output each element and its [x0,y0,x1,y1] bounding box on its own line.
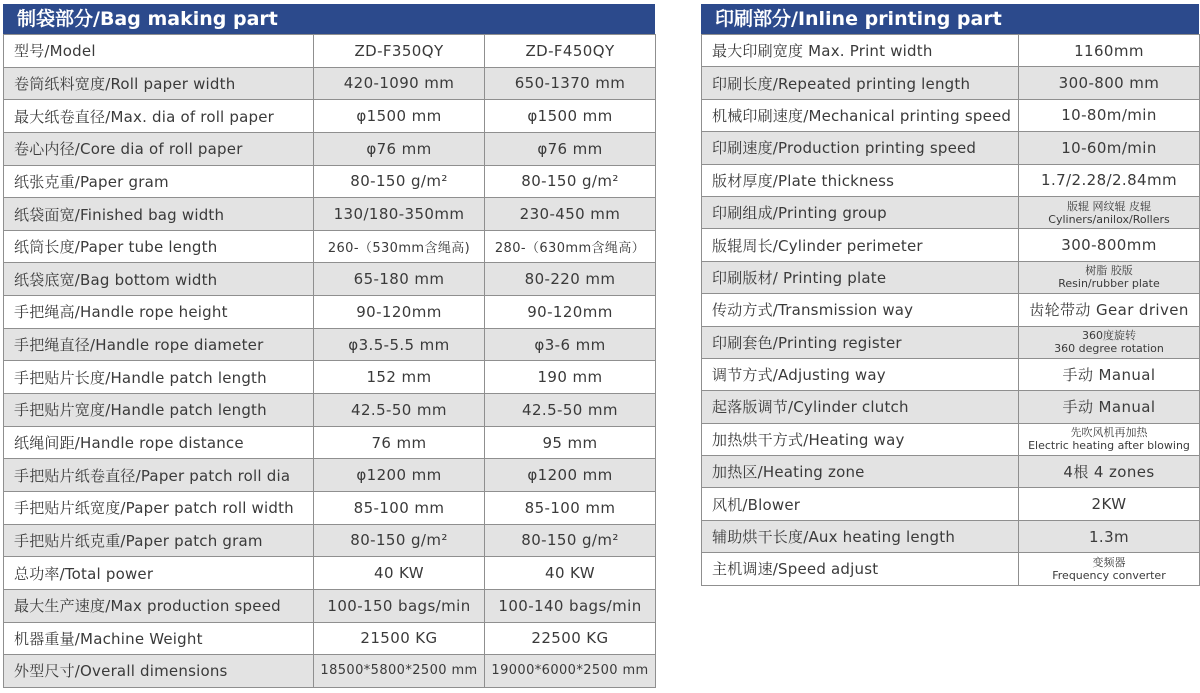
spec-label: 纸袋面宽/Finished bag width [4,198,314,231]
table-row [702,456,1200,488]
table-row [4,491,656,524]
inline-printing-panel [701,4,1199,586]
table-row [702,294,1200,326]
spec-value-f450: 95 mm [485,426,656,459]
spec-label: 最大生产速度/Max production speed [4,589,314,622]
spec-value-line-cn: 先吹风机再加热 [1070,426,1148,440]
spec-label: 调节方式/Adjusting way [702,358,1019,390]
spec-value-f350: 420-1090 mm [314,67,485,100]
spec-value-f350: ZD-F350QY [314,35,485,68]
spec-value-line-en: 360 degree rotation [1054,342,1164,356]
table-row [4,394,656,427]
spec-value: 4根 4 zones [1019,456,1200,488]
spec-label: 手把贴片纸卷直径/Paper patch roll dia [4,459,314,492]
table-row [4,198,656,231]
spec-label: 手把贴片长度/Handle patch length [4,361,314,394]
spec-value-f350: 85-100 mm [314,491,485,524]
table-row [702,326,1200,358]
table-row [702,391,1200,423]
bag-making-table [3,34,656,688]
table-row [4,361,656,394]
spec-value: 300-800 mm [1019,67,1200,99]
spec-label: 印刷长度/Repeated printing length [702,67,1019,99]
inline-printing-header: 印刷部分/Inline printing part [701,4,1199,34]
spec-value-f350: φ76 mm [314,132,485,165]
spec-label: 型号/Model [4,35,314,68]
spec-value [1019,553,1200,585]
spec-label: 纸袋底宽/Bag bottom width [4,263,314,296]
table-row [4,459,656,492]
table-row [4,67,656,100]
spec-label: 印刷版材/ Printing plate [702,261,1019,293]
table-row [702,520,1200,552]
spec-value-f450: 42.5-50 mm [485,394,656,427]
spec-label: 卷心内径/Core dia of roll paper [4,132,314,165]
table-row [4,263,656,296]
spec-label: 加热烘干方式/Heating way [702,423,1019,455]
spec-value-f450: 22500 KG [485,622,656,655]
table-row [4,655,656,688]
spec-value: 手动 Manual [1019,358,1200,390]
table-row [702,164,1200,196]
spec-label: 传动方式/Transmission way [702,294,1019,326]
spec-value: 10-60m/min [1019,132,1200,164]
spec-label: 纸张克重/Paper gram [4,165,314,198]
table-row [702,67,1200,99]
spec-value-f450: 230-450 mm [485,198,656,231]
spec-value-line-cn: 树脂 胶版 [1085,264,1133,278]
table-row [702,132,1200,164]
spec-label: 版辊周长/Cylinder perimeter [702,229,1019,261]
spec-label: 印刷套色/Printing register [702,326,1019,358]
table-row [4,622,656,655]
table-row [4,524,656,557]
spec-label: 手把贴片纸宽度/Paper patch roll width [4,491,314,524]
spec-value-f450: 40 KW [485,557,656,590]
spec-value-f350: φ1500 mm [314,100,485,133]
spec-value-f350: 40 KW [314,557,485,590]
bag-making-header: 制袋部分/Bag making part [3,4,655,34]
spec-value-f350: 100-150 bags/min [314,589,485,622]
table-row [4,132,656,165]
spec-label: 手把绳高/Handle rope height [4,296,314,329]
table-row [4,557,656,590]
spec-value: 1.3m [1019,520,1200,552]
spec-label: 辅助烘干长度/Aux heating length [702,520,1019,552]
spec-value-f450: 100-140 bags/min [485,589,656,622]
table-row [702,35,1200,67]
spec-value-f450: φ3-6 mm [485,328,656,361]
spec-value-f350: 80-150 g/m² [314,524,485,557]
bag-making-panel [3,4,655,688]
spec-value [1019,261,1200,293]
spec-value: 300-800mm [1019,229,1200,261]
spec-value-f350: φ3.5-5.5 mm [314,328,485,361]
spec-value: 齿轮带动 Gear driven [1019,294,1200,326]
table-row [702,553,1200,585]
table-row [4,35,656,68]
spec-value-f450: 80-150 g/m² [485,524,656,557]
table-row [702,196,1200,228]
spec-value-f350: 42.5-50 mm [314,394,485,427]
spec-label: 印刷组成/Printing group [702,196,1019,228]
spec-value-line-en: Cyliners/anilox/Rollers [1048,212,1170,226]
spec-label: 起落版调节/Cylinder clutch [702,391,1019,423]
spec-label: 手把绳直径/Handle rope diameter [4,328,314,361]
spec-value-f450: φ76 mm [485,132,656,165]
spec-label: 总功率/Total power [4,557,314,590]
spec-value-f450: 80-150 g/m² [485,165,656,198]
table-row [4,296,656,329]
spec-value-f350: 80-150 g/m² [314,165,485,198]
spec-value-f350: 90-120mm [314,296,485,329]
spec-value-f350: 65-180 mm [314,263,485,296]
spec-value-line-en: Frequency converter [1052,568,1166,582]
spec-value-f450: 280-（630mm含绳高） [485,230,656,263]
spec-label: 手把贴片宽度/Handle patch length [4,394,314,427]
table-row [4,100,656,133]
spec-value-f450: 90-120mm [485,296,656,329]
spec-value-f450: 85-100 mm [485,491,656,524]
table-row [4,426,656,459]
table-row [4,165,656,198]
spec-label: 机器重量/Machine Weight [4,622,314,655]
spec-value-f350: 21500 KG [314,622,485,655]
table-row [4,230,656,263]
spec-label: 卷筒纸料宽度/Roll paper width [4,67,314,100]
spec-label: 手把贴片纸克重/Paper patch gram [4,524,314,557]
spec-label: 最大印刷宽度 Max. Print width [702,35,1019,67]
spec-value-f450: 650-1370 mm [485,67,656,100]
spec-value-f350: φ1200 mm [314,459,485,492]
spec-value [1019,196,1200,228]
spec-value-line-en: Resin/rubber plate [1058,277,1160,291]
spec-value-f450: φ1200 mm [485,459,656,492]
spec-label: 机械印刷速度/Mechanical printing speed [702,99,1019,131]
spec-label: 加热区/Heating zone [702,456,1019,488]
table-row [702,488,1200,520]
spec-value-line-en: Electric heating after blowing [1028,439,1190,453]
spec-value: 手动 Manual [1019,391,1200,423]
spec-value-line-cn: 360度旋转 [1082,329,1136,343]
spec-label: 主机调速/Speed adjust [702,553,1019,585]
spec-value-line-cn: 变频器 [1092,555,1126,569]
spec-label: 纸绳间距/Handle rope distance [4,426,314,459]
spec-value-f450: ZD-F450QY [485,35,656,68]
spec-label: 版材厚度/Plate thickness [702,164,1019,196]
spec-value-f350: 18500*5800*2500 mm [314,655,485,688]
spec-label: 印刷速度/Production printing speed [702,132,1019,164]
spec-value: 1160mm [1019,35,1200,67]
spec-value: 10-80m/min [1019,99,1200,131]
table-row [4,589,656,622]
spec-label: 外型尺寸/Overall dimensions [4,655,314,688]
table-row [702,358,1200,390]
table-row [4,328,656,361]
spec-value: 2KW [1019,488,1200,520]
spec-value-f350: 152 mm [314,361,485,394]
spec-value-f450: 80-220 mm [485,263,656,296]
spec-value: 1.7/2.28/2.84mm [1019,164,1200,196]
table-row [702,423,1200,455]
table-row [702,99,1200,131]
spec-value-f350: 76 mm [314,426,485,459]
spec-value-f450: φ1500 mm [485,100,656,133]
spec-value-f450: 19000*6000*2500 mm [485,655,656,688]
spec-label: 风机/Blower [702,488,1019,520]
spec-value-f350: 130/180-350mm [314,198,485,231]
spec-value [1019,326,1200,358]
spec-value-f450: 190 mm [485,361,656,394]
table-row [702,261,1200,293]
table-row [702,229,1200,261]
inline-printing-table [701,34,1200,586]
spec-value-line-cn: 版辊 网纹辊 皮辊 [1067,199,1151,213]
spec-value-f350: 260-（530mm含绳高) [314,230,485,263]
spec-label: 纸筒长度/Paper tube length [4,230,314,263]
spec-value [1019,423,1200,455]
spec-label: 最大纸卷直径/Max. dia of roll paper [4,100,314,133]
